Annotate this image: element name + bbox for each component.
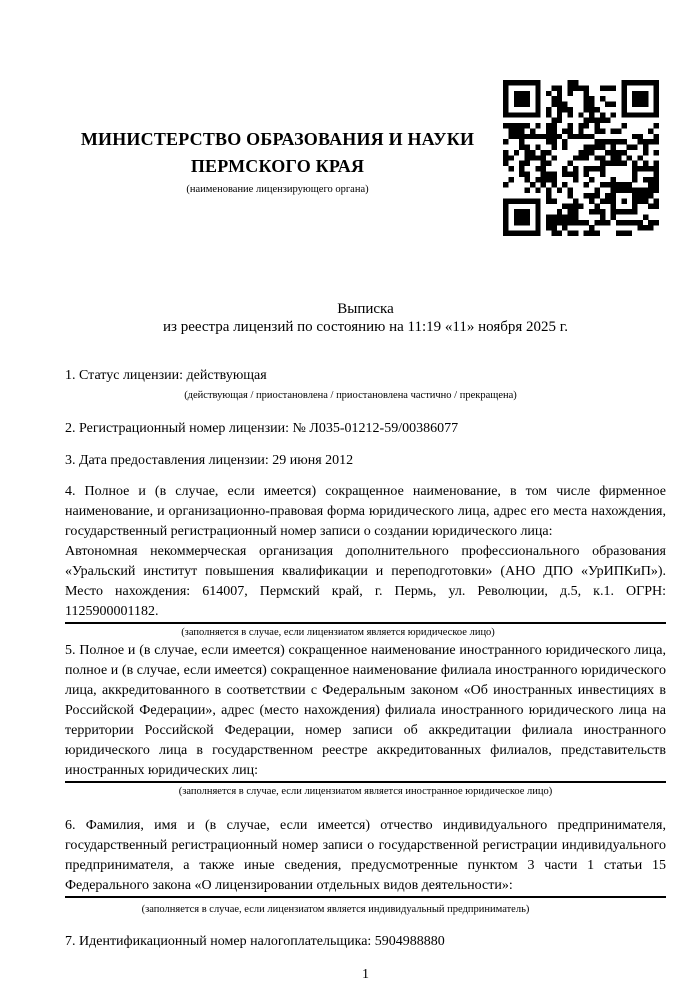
legal-entity-section — [65, 482, 666, 624]
foreign-entity-question: 5. Полное и (в случае, если имеется) сокращенное наименование иностранного юридического лица, полное и (в случае, если имеется) сокращенное наименование филиала иностранного юридического лица, аккредитованного в соответствии с Федеральным законом «Об иностранных инвестициях в Российской Федерации», адрес (место нахождения) филиала иностранного юридического лица на территории Российской Федерации, номер записи об аккредитации филиала иностранного юридического лица в государственном реестре аккредитованных филиалов, представительств иностранных юридических лиц: — [65, 643, 666, 778]
licensing-authority-header — [65, 126, 490, 196]
qr-code-image — [503, 80, 659, 236]
legal-entity-answer: Автономная некоммерческая организация дополнительного профессионального образования «Уральский институт повышения квалификации и переподготовки» (АНО ДПО «УрИПКиП»). Место нахождения: 614007, Пермский край, г. Пермь, ул. Революции, д.5, к.1. ОГРН: 1125900001182. — [65, 544, 666, 619]
page-number: 1 — [362, 967, 369, 982]
individual-entrepreneur-section — [65, 816, 666, 898]
grant-date: 3. Дата предоставления лицензии: 29 июня 2012 — [65, 453, 354, 468]
individual-entrepreneur-hint: (заполняется в случае, если лицензиатом является индивидуальный предприниматель) — [141, 904, 530, 915]
legal-entity-question: 4. Полное и (в случае, если имеется) сокращенное наименование, в том числе фирменное наименование, и организационно-правовая форма юридического лица, адрес его места нахождения, государственный регистрационный номер записи о создании юридического лица: — [65, 484, 666, 539]
license-status-hint: (действующая / приостановлена / приостановлена частично / прекращена) — [184, 390, 517, 401]
foreign-entity-section — [65, 641, 666, 783]
licensing-authority-caption: (наименование лицензирующего органа) — [186, 184, 369, 195]
registration-number: 2. Регистрационный номер лицензии: № Л035-01212-59/00386077 — [65, 421, 459, 436]
document-title-line2: из реестра лицензий по состоянию на 11:19 «11» ноября 2025 г. — [163, 319, 568, 335]
document-title-line1: Выписка — [337, 301, 394, 317]
legal-entity-hint: (заполняется в случае, если лицензиатом является юридическое лицо) — [181, 627, 495, 638]
document-title — [65, 300, 666, 336]
license-status: 1. Статус лицензии: действующая — [65, 368, 267, 383]
ministry-name-line2: ПЕРМСКОГО КРАЯ — [190, 156, 365, 176]
individual-entrepreneur-question: 6. Фамилия, имя и (в случае, если имеется) отчество индивидуального предпринимателя, государственный регистрационный номер записи о государственной регистрации индивидуального предпринимателя, а также иные сведения, предусмотренные пунктом 3 части 1 статьи 15 Федерального закона «О лицензировании отдельных видов деятельности»: — [65, 818, 666, 893]
taxpayer-number: 7. Идентификационный номер налогоплательщика: 5904988880 — [65, 934, 445, 949]
ministry-name-line1: МИНИСТЕРСТВО ОБРАЗОВАНИЯ И НАУКИ — [80, 129, 475, 149]
foreign-entity-hint: (заполняется в случае, если лицензиатом является иностранное юридическое лицо) — [178, 786, 553, 797]
